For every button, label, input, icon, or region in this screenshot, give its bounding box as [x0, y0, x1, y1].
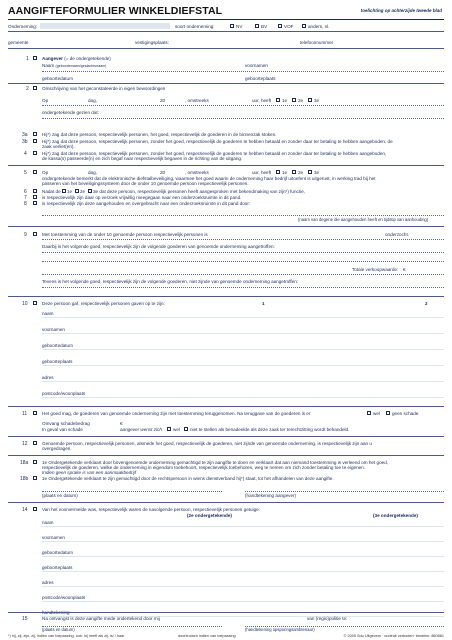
- divider: [8, 83, 444, 84]
- bv-label: BV: [261, 24, 268, 29]
- section-number: 3a: [22, 132, 28, 138]
- s10-row-field[interactable]: [42, 397, 444, 398]
- section-number: 18b: [20, 476, 29, 482]
- s14-row-label: postcode/woonplaats: [42, 595, 86, 600]
- s4-text-cont: de kassa(s) passeerde(n) en zich begaf naar respectievelijk begaven in de richting van de uitgang.: [42, 156, 243, 161]
- gemeente-label: gemeente: [8, 40, 29, 45]
- s7-checkbox[interactable]: [33, 195, 37, 199]
- s10-row-field[interactable]: [42, 381, 444, 382]
- s4-text: Hij*) zag dat deze persoon, respectievelijk personen, zonder het goed, respectievelijk de goederen te hebben betaald en zonder daar ter betaling te hebben aangeboden,: [42, 151, 387, 156]
- divider: [42, 252, 444, 253]
- form-title: AANGIFTEFORMULIER WINKELDIEFSTAL: [8, 5, 223, 17]
- omstreeks-label: , omstreeks: [185, 170, 209, 175]
- dag-label: dag,: [88, 170, 97, 175]
- s10-row-field[interactable]: [42, 317, 444, 318]
- anders-checkbox[interactable]: [302, 24, 306, 28]
- nv-checkbox[interactable]: [230, 24, 234, 28]
- s10-text: Deze persoon gaf, respectievelijk personen gaven op te zijn:: [42, 301, 165, 306]
- header-divider: [8, 19, 444, 20]
- s6-opt1-checkbox[interactable]: [62, 189, 66, 193]
- divider: [8, 165, 444, 166]
- section-number: 14: [22, 507, 28, 513]
- s8-checkbox[interactable]: [33, 201, 37, 205]
- divider: [42, 215, 444, 216]
- section-number: 12: [22, 441, 28, 447]
- section-number: 4: [24, 151, 27, 157]
- geval-text: aangever wenst zich: [120, 427, 162, 432]
- wel2-label: wel: [173, 427, 180, 432]
- col2-label: 2: [425, 301, 428, 306]
- s13a-checkbox[interactable]: [33, 460, 37, 464]
- wel-checkbox[interactable]: [367, 411, 371, 415]
- plaats-datum-label: (plaats en datum): [42, 493, 78, 498]
- vof-label: VOF: [284, 24, 294, 29]
- euro-sign: €: [120, 421, 123, 426]
- divider: [8, 436, 444, 437]
- s2-checkbox[interactable]: [33, 86, 37, 90]
- s10-row-label: geboorteplaats: [42, 359, 73, 364]
- onderneming-field[interactable]: [40, 23, 170, 29]
- section-number: 2: [26, 86, 29, 92]
- s14-checkbox[interactable]: [33, 507, 37, 511]
- footer-mid: doorkruisen indien van toepassing: [178, 634, 236, 638]
- s14-text: Van het voorvermelde was, respectievelijk waren de navolgende persoon, respectievelijk personen getuige:: [42, 507, 260, 512]
- s15-text2: van (regio)politie te:: [307, 616, 348, 621]
- s6-opt2: 2e: [80, 189, 86, 194]
- s6-checkbox[interactable]: [33, 189, 37, 193]
- niet-checkbox[interactable]: [184, 427, 188, 431]
- divider: [8, 406, 444, 407]
- s4-checkbox[interactable]: [33, 151, 37, 155]
- section-number: 7: [24, 195, 27, 201]
- s5-text-cont: passeren van het beveiligingssysteem door de onder 10 genoemde persoon respectievelijk personen.: [42, 181, 249, 186]
- divider: [42, 71, 444, 72]
- geboortedatum-label: geboortedatum: [42, 76, 73, 81]
- s1-checkbox[interactable]: [33, 56, 37, 60]
- bv-checkbox[interactable]: [255, 24, 259, 28]
- geval-label: In geval van schade: [42, 427, 83, 432]
- totaal-label: Totale verkoopwaarde:: [352, 267, 399, 272]
- anders-label: anders, nl.: [308, 24, 330, 29]
- s12-text: Genoemde persoon, respectievelijk personen, alsmede het goed, respectievelijk de goederen, niet zijnde van genoemde onderneming, is respectievelijk zijn aan u: [42, 441, 372, 446]
- opt3-checkbox[interactable]: [308, 98, 312, 102]
- s15-text: Na ontvangst is deze aangifte mede ondertekend door mij: [42, 616, 160, 621]
- footer-copyright: © 2005 Sdu Uitgevers · oudeuk verboden· bestelnr. 860881: [343, 634, 444, 638]
- s14-row-label: handtekening: [42, 610, 70, 615]
- s10-row-label: postcode/woonplaats: [42, 391, 86, 396]
- s12-text-cont: overgedragen.: [42, 446, 72, 451]
- telefoon-label: telefoonnummer: [300, 40, 334, 45]
- divider: [8, 455, 444, 456]
- divider: [8, 612, 444, 613]
- geen-checkbox[interactable]: [386, 411, 390, 415]
- divider: [42, 274, 444, 275]
- s14-row-label: adres: [42, 580, 54, 585]
- section-number: 9: [24, 232, 27, 238]
- s11-checkbox[interactable]: [33, 411, 37, 415]
- s10-row-field[interactable]: [42, 365, 444, 366]
- divider: [42, 239, 444, 240]
- geen-label: geen schade.: [392, 411, 420, 416]
- section-number: 5: [24, 170, 27, 176]
- s13a-text-cont: respectievelijk de goederen, welke de onderneming in eigendom toebehoort, respectievelijk toebehoren, weg te nemen om zich zonder betaling toe te eigenen.: [42, 465, 366, 470]
- section-number: 10: [22, 301, 28, 307]
- onderneming-label: Onderneming:: [8, 24, 38, 29]
- s3a-checkbox[interactable]: [33, 132, 37, 136]
- s13a-note: Indien geen sprake is van een aanmaakbedrijf: [42, 470, 136, 475]
- s10-row-label: geboortedatum: [42, 343, 73, 348]
- s8-text: is respectievelijk zijn deze aangehouden en overgebracht naar een onderzoeksruimte in dit pand door:: [42, 201, 251, 206]
- naam-label: Naam: [42, 63, 55, 68]
- naam-hint: (geboortenaam/geslachtsnaam): [55, 64, 107, 68]
- s14-row-label: geboorteplaats: [42, 565, 73, 570]
- s14-row-label: voornamen: [42, 535, 65, 540]
- s13b-text: 1e Ondergetekende verklaart te zijn gemachtigd door de rechtspersoon in wiens dienstverband hij*) staat, tot het afhandelen van deze aangifte.: [42, 476, 334, 481]
- section-number: 11: [22, 411, 28, 417]
- plaats-datum-label: (plaats en datum): [42, 627, 75, 632]
- s10-row-label: voornamen: [42, 327, 65, 332]
- s7-text: is respectievelijk zijn daar op verzoek vrijwillig meegegaan naar een onderzoeksruimte in dit pand.: [42, 195, 242, 200]
- opt1-label: 1e: [282, 98, 288, 103]
- dag-label: dag,: [88, 98, 97, 103]
- opt2-checkbox[interactable]: [292, 170, 296, 174]
- s9-text: Met toestemming van de onder 10 genoemde persoon respectievelijk personen is: [42, 232, 208, 237]
- col1-label: (2e ondergetekende): [187, 513, 232, 518]
- uur-label: uur, heeft: [252, 98, 272, 103]
- s9-checkbox[interactable]: [33, 232, 37, 236]
- opt2-checkbox[interactable]: [292, 98, 296, 102]
- divider: [8, 502, 444, 503]
- section-number: 1: [26, 56, 29, 62]
- opt1-checkbox[interactable]: [276, 170, 280, 174]
- handtekening-ambtenaar-label: (handtekening opsporingsambtenaar): [245, 627, 315, 632]
- s6-opt1: 1e: [67, 189, 73, 194]
- divider: [42, 261, 444, 262]
- s5-text: ondergetekende bemerkt dat de elektronische diefstalbeveiliging, waarmee het goed waarin de onderneming haar bedrijf uitoefent is uitgerust, in werking trad bij het: [42, 176, 376, 181]
- nv-label: NV: [236, 24, 243, 29]
- vof-checkbox[interactable]: [278, 24, 282, 28]
- s14-row-label: naam: [42, 520, 54, 525]
- opt3-checkbox[interactable]: [308, 170, 312, 174]
- s13a-text: 1e Ondergetekende verklaart door bovengenoemde onderneming gemachtigd te zijn aangifte te doen en verklaart dat aan niemand toestemming is verleend om het goed,: [42, 460, 389, 465]
- divider: [8, 48, 444, 49]
- divider: [8, 226, 444, 227]
- s11-text: Het goed mag, de goederen van genoemde onderneming zijn met toestemming teruggenomen. Na teruggave van de goederen is er: [42, 411, 311, 416]
- geboorteplaats-label: geboorteplaats: [245, 76, 276, 81]
- s10-row-label: adres: [42, 375, 54, 380]
- section-number: 18a: [20, 460, 29, 466]
- s10-row-label: naam: [42, 311, 54, 316]
- opt3-label: 3e: [314, 98, 320, 103]
- s10-row-field[interactable]: [42, 349, 444, 350]
- opt2-label: 2e: [298, 98, 304, 103]
- section-number: 3b: [22, 139, 28, 145]
- s6-opt2-checkbox[interactable]: [75, 189, 79, 193]
- s14-row-field[interactable]: [42, 526, 444, 527]
- s1-title: Aangever: [42, 56, 63, 61]
- s5-checkbox[interactable]: [33, 170, 37, 174]
- s6-text-cont: 3e dat deze persoon, respectievelijk personen heeft aangesproken met bekendmaking van zijn*) functie,: [93, 189, 305, 194]
- s10-row-field[interactable]: [42, 333, 444, 334]
- divider: [42, 118, 444, 119]
- handtekening-aangever-label: (handtekening aangever): [245, 493, 297, 498]
- col1-label: 1: [262, 301, 265, 306]
- s10-checkbox[interactable]: [33, 301, 37, 305]
- niet-label: niet te stellen als benadeelde als deze zaak ter terechtzitting wordt behandeld.: [190, 427, 350, 432]
- wel2-checkbox[interactable]: [167, 427, 171, 431]
- op-label: Op: [42, 98, 49, 103]
- jaar-label: 20: [160, 170, 166, 175]
- divider: [8, 296, 444, 297]
- voornamen-label: voornamen: [245, 63, 268, 68]
- s2-text: Omschrijving van het geconstateerde in eigen bewoordingen: [42, 86, 166, 91]
- s6-opt3-checkbox[interactable]: [88, 189, 92, 193]
- s12-checkbox[interactable]: [33, 441, 37, 445]
- s14-row-field[interactable]: [42, 601, 444, 602]
- s14-row-field[interactable]: [42, 571, 444, 572]
- s14-row-field[interactable]: [42, 556, 444, 557]
- omstreeks-label: , omstreeks: [185, 98, 209, 103]
- s9-text3: Tevens is het volgende goed, respectievelijk zijn de volgende goederen, niet zijnde van genoemde onderneming aangetroffen:: [42, 279, 299, 284]
- section-number: 8: [24, 201, 27, 207]
- section-number: 6: [24, 189, 27, 195]
- divider: [42, 491, 222, 492]
- opt2-label: 2e: [298, 170, 304, 175]
- s3a-text: Hij*) zag dat deze persoon, respectievelijk personen, het goed, respectievelijk de goederen in de binnenzak stoken.: [42, 132, 277, 137]
- divider: [42, 287, 444, 288]
- opt1-label: 1e: [282, 170, 288, 175]
- s6-text: Nadat de: [42, 189, 61, 194]
- soort-label: soort onderneming:: [175, 24, 215, 29]
- s9-text-end: onderzocht.: [385, 232, 410, 237]
- explanation-note: toelichting op achterzijde tweede blad: [360, 8, 442, 13]
- s14-row-field[interactable]: [42, 586, 444, 587]
- footer-note: *) hij, zij, zijn, zij, indien van toepassing, ook: hij heeft als zij, is/ / haar: [8, 634, 125, 638]
- uur-label: uur, heeft: [252, 170, 272, 175]
- euro-sign: €: [403, 267, 406, 272]
- opt1-checkbox[interactable]: [276, 98, 280, 102]
- divider: [8, 31, 444, 32]
- aanhouding-hint: (naam van degene die aangehouden heeft en tijdstip van aanhouding): [298, 217, 429, 222]
- opt3-label: 3e: [314, 170, 320, 175]
- wel-label: wel: [373, 411, 380, 416]
- col2-label: (3e ondergetekende): [373, 513, 418, 518]
- divider: [245, 491, 444, 492]
- divider: [42, 105, 444, 106]
- s3b-checkbox[interactable]: [33, 139, 37, 143]
- s3b-text-cont: zaak verliet(en).: [42, 144, 75, 149]
- s13b-checkbox[interactable]: [33, 476, 37, 480]
- vestiging-label: vestigingsplaats:: [135, 40, 169, 45]
- s9-text2: Daarbij is het volgende goed, respectievelijk zijn de volgende goederen van genoemde onderneming aangetroffen:: [42, 244, 275, 249]
- omvang-label: Omvang schadebedrag: [42, 421, 90, 426]
- s3b-text: Hij*) zag dat deze persoon, respectievelijk personen, zonder het goed, respectievelijk de goederen te hebben betaald en zonder daar ter betaling te hebben aangeboden, de: [42, 139, 393, 144]
- s14-row-label: geboortedatum: [42, 550, 73, 555]
- op-label: Op: [42, 170, 49, 175]
- section-number: 15: [22, 616, 28, 622]
- gezien-label: ondergetekende gezien dat:: [42, 110, 99, 115]
- jaar-label: 20: [160, 98, 166, 103]
- s14-row-field[interactable]: [42, 541, 444, 542]
- s1-title-rest: (= de ondergetekende): [64, 56, 111, 61]
